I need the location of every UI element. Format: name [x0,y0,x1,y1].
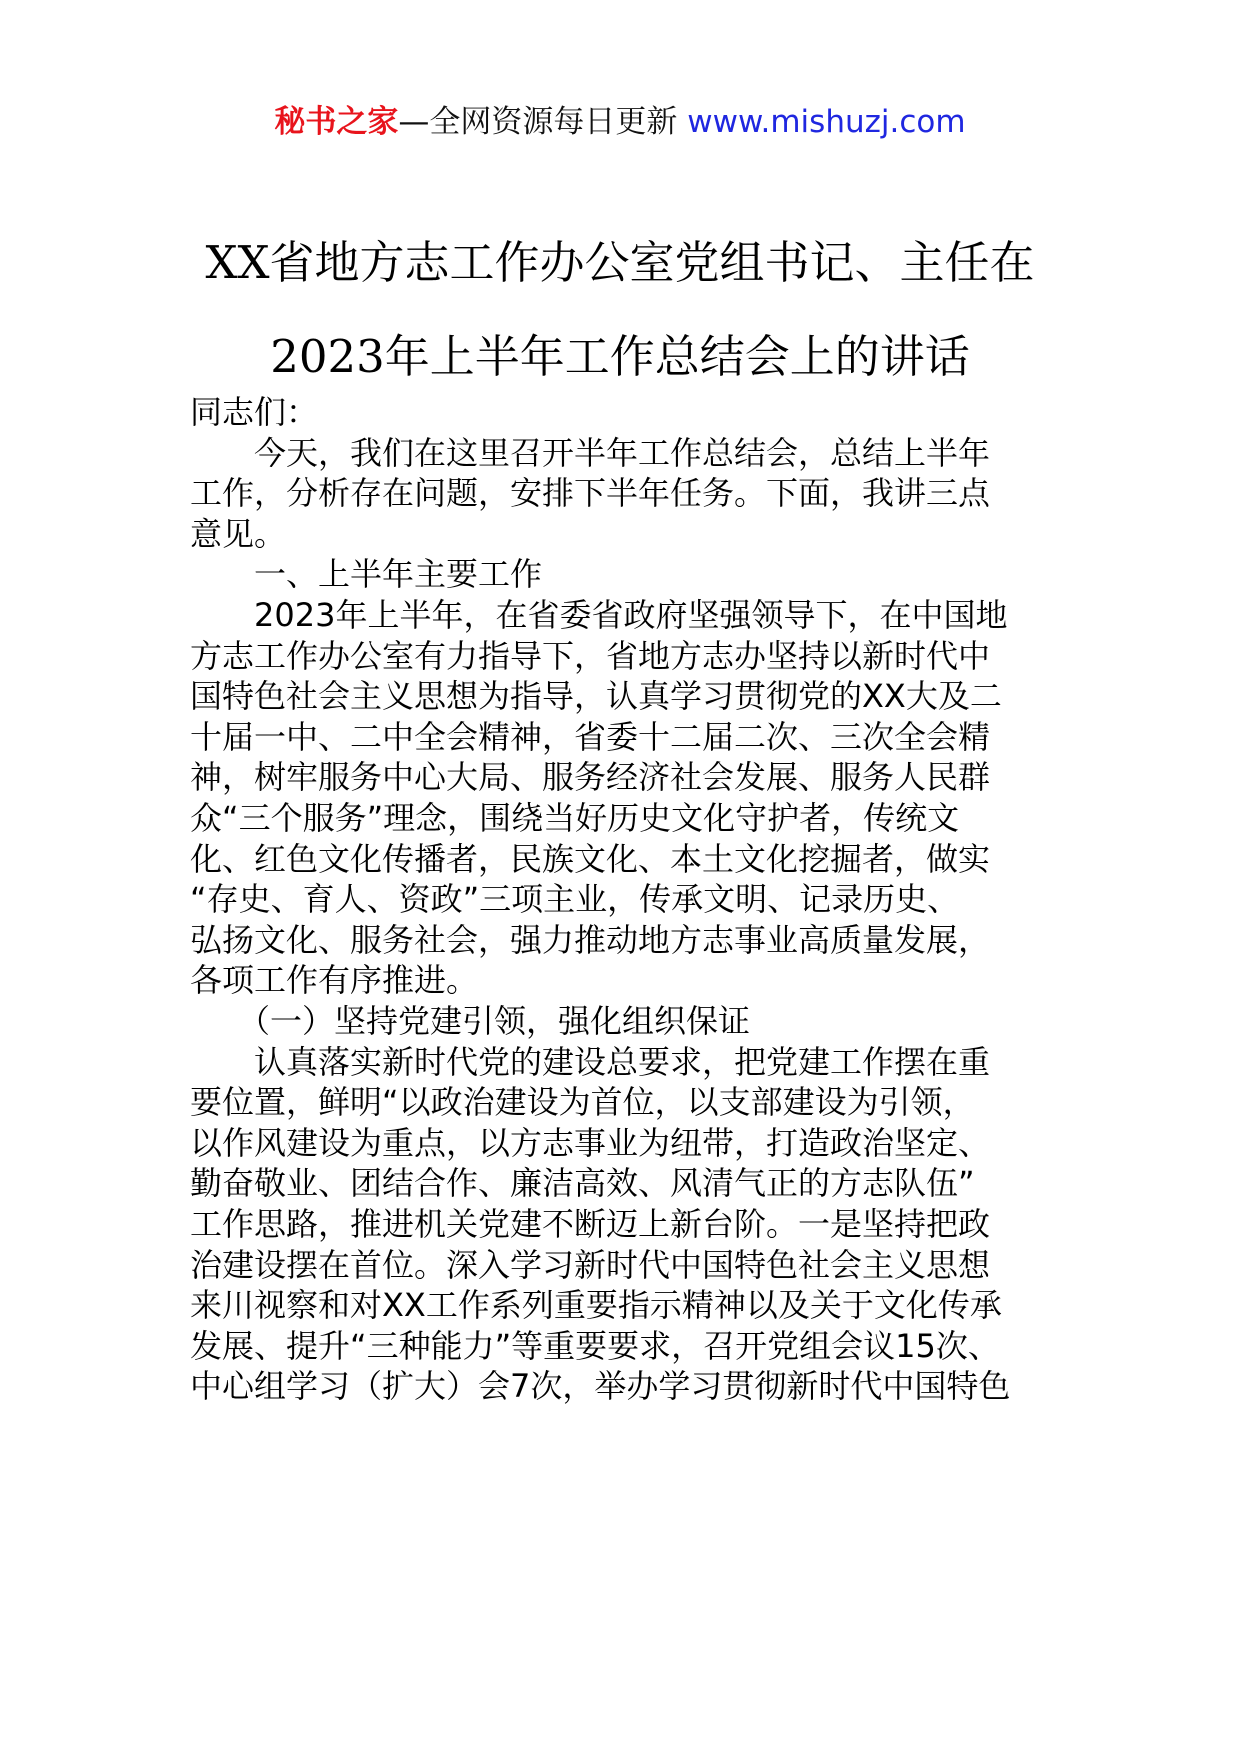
body-text-line: 治建设摆在首位。深入学习新时代中国特色社会主义思想 [190,1245,991,1284]
body-text-line: 方志工作办公室有力指导下，省地方志办坚持以新时代中 [190,636,991,675]
body-text-line: 发展、提升“三种能力”等重要要求，召开党组会议15次、 [190,1326,1000,1365]
body-text-line: 各项工作有序推进。 [190,961,479,1000]
body-text-line: 众“三个服务”理念，围绕当好历史文化守护者，传统文 [190,799,960,837]
body-text-line: 中心组学习（扩大）会7次，举办学习贯彻新时代中国特色 [190,1367,1011,1406]
body-text-line: “存史、育人、资政”三项主业，传承文明、记录历史、 [190,880,960,919]
website-link[interactable]: www.mishuzj.com [687,104,966,140]
header-tagline: —全网资源每日更新 [398,104,688,140]
body-text-line: 2023年上半年，在省委省政府坚强领导下，在中国地 [190,596,1008,634]
document-title-line-1: XX省地方志工作办公室党组书记、主任在 [205,236,1035,289]
body-text-line: 工作思路，推进机关党建不断迈上新台阶。一是坚持把政 [190,1205,991,1243]
body-text-line: 神，树牢服务中心大局、服务经济社会发展、服务人民群 [190,758,991,797]
body-text-line: 同志们： [190,393,319,431]
body-text-line: 要位置，鲜明“以政治建设为首位，以支部建设为引领， [190,1083,975,1122]
body-text-line: 弘扬文化、服务社会，强力推动地方志事业高质量发展， [190,920,991,959]
document-title-line-2: 2023年上半年工作总结会上的讲话 [270,330,970,383]
body-text-line: 国特色社会主义思想为指导，认真学习贯彻党的XX大及二 [190,677,1002,716]
body-text-line: 今天，我们在这里召开半年工作总结会，总结上半年 [190,433,991,472]
body-text-line: 一、上半年主要工作 [190,555,543,594]
body-text-line: 以作风建设为重点，以方志事业为纽带，打造政治坚定、 [190,1123,991,1162]
body-text-line: 意见。 [190,514,287,553]
body-text-line: 十届一中、二中全会精神，省委十二届二次、三次全会精 [190,717,991,756]
body-text-line: （一）坚持党建引领，强化组织保证 [190,1002,751,1040]
body-text-line: 勤奋敬业、团结合作、廉洁高效、风清气正的方志队伍” [190,1164,975,1203]
body-text-line: 工作，分析存在问题，安排下半年任务。下面，我讲三点 [190,474,991,513]
body-text-line: 来川视察和对XX工作系列重要指示精神以及关于文化传承 [190,1286,1002,1325]
site-header [0,100,1240,144]
brand-name: 秘书之家 [274,104,399,140]
body-text-line: 认真落实新时代党的建设总要求，把党建工作摆在重 [190,1042,991,1081]
body-text-line: 化、红色文化传播者，民族文化、本土文化挖掘者，做实 [190,839,991,878]
